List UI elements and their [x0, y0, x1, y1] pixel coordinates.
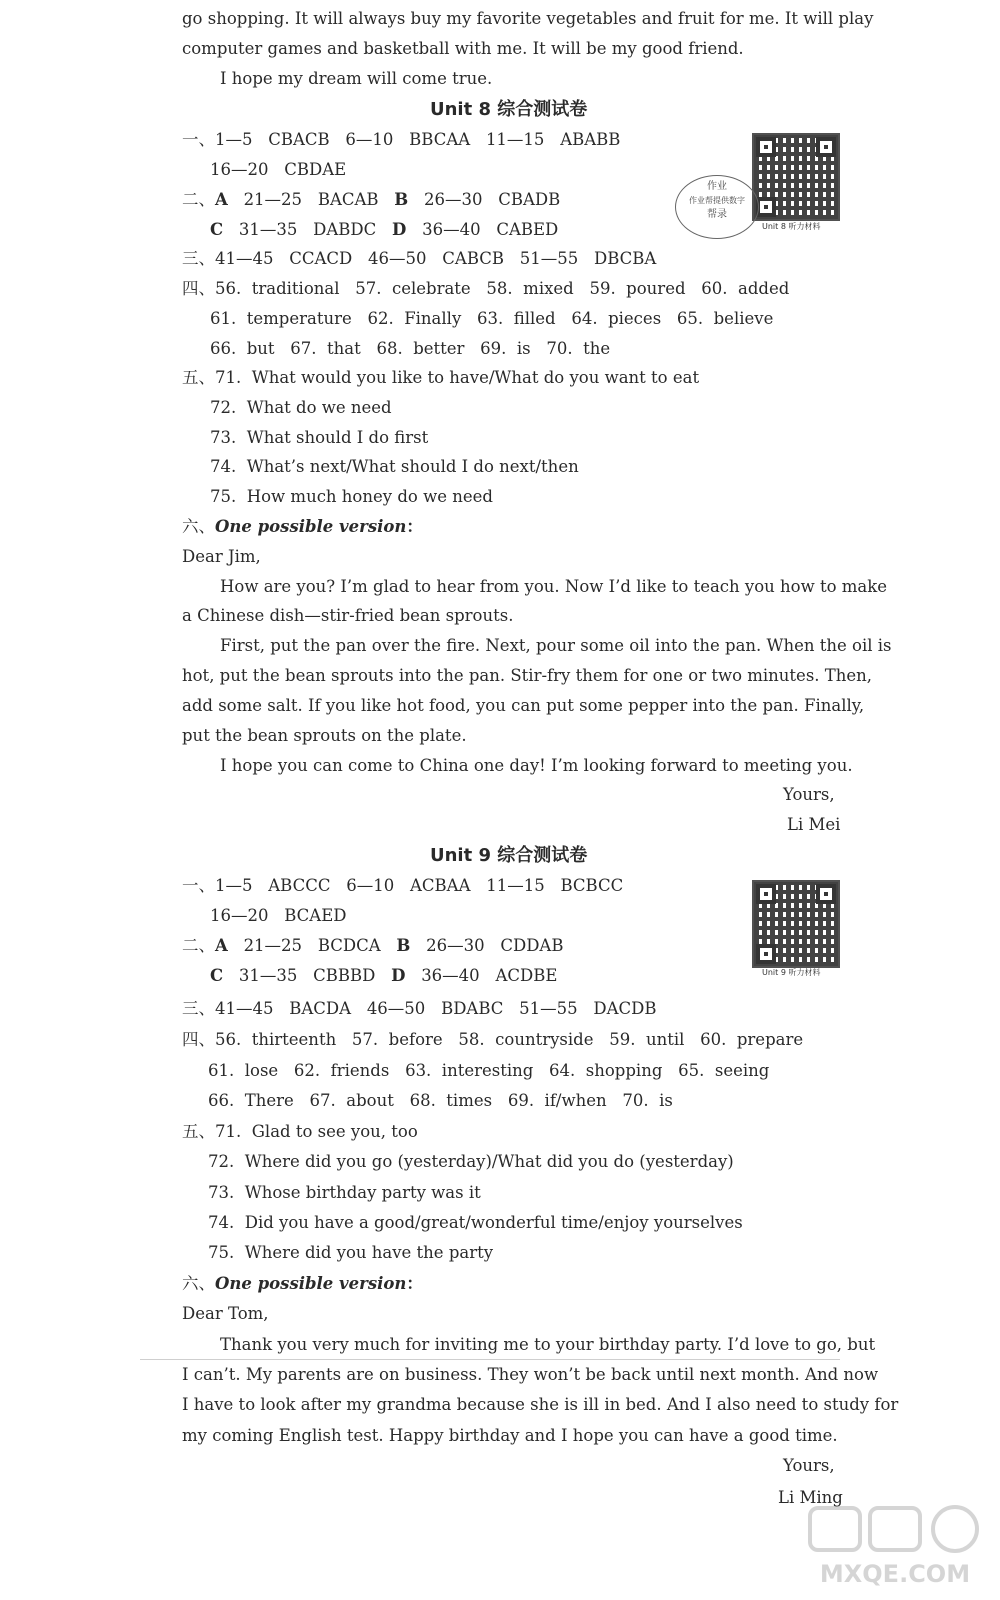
- section-2-cont: C 31—35 CBBBD D 36—40 ACDBE: [210, 966, 558, 985]
- letter-line: How are you? I’m glad to hear from you. Now I’d like to teach you how to make: [220, 577, 888, 596]
- letter-line: I have to look after my grandma because she is ill in bed. And I also need to study for: [182, 1395, 899, 1414]
- answer-line: 74. Did you have a good/great/wonderful time/enjoy yourselves: [208, 1213, 743, 1232]
- letter-greeting: Dear Jim,: [182, 547, 261, 566]
- unit9-title: Unit 9 综合测试卷: [430, 845, 588, 866]
- divider: [140, 1359, 840, 1360]
- answer-line: 72. What do we need: [210, 398, 392, 417]
- unit8-title: Unit 8 综合测试卷: [430, 99, 588, 120]
- text-line: I hope my dream will come true.: [220, 69, 493, 88]
- section-4: 四、56. thirteenth 57. before 58. countryside 59. until 60. prepare: [182, 1030, 804, 1049]
- section-1: 一、1—5 ABCCC 6—10 ACBAA 11—15 BCBCC: [182, 876, 624, 895]
- letter-line: a Chinese dish—stir-fried bean sprouts.: [182, 606, 514, 625]
- stamp-icon: 作业 作业帮提供数字 帮录: [675, 175, 759, 239]
- letter-line: I hope you can come to China one day! I’m looking forward to meeting you.: [220, 756, 853, 775]
- section-3: 三、41—45 BACDA 46—50 BDABC 51—55 DACDB: [182, 999, 657, 1018]
- qr-code-icon[interactable]: [752, 133, 840, 221]
- answer-line: 74. What’s next/What should I do next/then: [210, 457, 579, 476]
- text-line: go shopping. It will always buy my favorite vegetables and fruit for me. It will play: [182, 9, 874, 28]
- section-4-row: 66. but 67. that 68. better 69. is 70. the: [210, 339, 611, 358]
- section-4-row: 61. temperature 62. Finally 63. filled 64. pieces 65. believe: [210, 309, 774, 328]
- letter-line: hot, put the bean sprouts into the pan. Stir-fry them for one or two minutes. Then,: [182, 666, 873, 685]
- letter-greeting: Dear Tom,: [182, 1304, 269, 1323]
- text-line: computer games and basketball with me. It will be my good friend.: [182, 39, 744, 58]
- section-6: 六、One possible version：: [182, 1274, 423, 1293]
- section-1-cont: 16—20 BCAED: [210, 906, 347, 925]
- watermark-logo-icon: [800, 1500, 990, 1590]
- answer-line: 73. What should I do first: [210, 428, 429, 447]
- qr-caption: Unit 9 听力材料: [762, 968, 821, 977]
- section-2: 二、A 21—25 BCDCA B 26—30 CDDAB: [182, 936, 564, 955]
- answer-line: 73. Whose birthday party was it: [208, 1183, 481, 1202]
- qr-caption: Unit 8 听力材料: [762, 222, 821, 231]
- answer-line: 75. Where did you have the party: [208, 1243, 494, 1262]
- answer-line: 75. How much honey do we need: [210, 487, 493, 506]
- letter-line: my coming English test. Happy birthday and I hope you can have a good time.: [182, 1426, 838, 1445]
- qr-code-icon[interactable]: [752, 880, 840, 968]
- section-1: 一、1—5 CBACB 6—10 BBCAA 11—15 ABABB: [182, 130, 621, 149]
- section-6: 六、One possible version：: [182, 517, 423, 536]
- svg-text:MXQE.COM: MXQE.COM: [819, 1560, 971, 1588]
- letter-signature: Li Ming: [778, 1488, 843, 1507]
- letter-signature: Li Mei: [787, 815, 841, 834]
- section-4: 四、56. traditional 57. celebrate 58. mixed 59. poured 60. added: [182, 279, 790, 298]
- letter-closing: Yours,: [783, 1456, 835, 1475]
- section-5: 五、71. What would you like to have/What do you want to eat: [182, 368, 700, 387]
- letter-line: First, put the pan over the fire. Next, pour some oil into the pan. When the oil is: [220, 636, 892, 655]
- letter-line: I can’t. My parents are on business. They won’t be back until next month. And now: [182, 1365, 879, 1384]
- section-2: 二、A 21—25 BACAB B 26—30 CBADB: [182, 190, 561, 209]
- letter-line: add some salt. If you like hot food, you can put some pepper into the pan. Finally,: [182, 696, 865, 715]
- section-5: 五、71. Glad to see you, too: [182, 1122, 418, 1141]
- section-4-row: 61. lose 62. friends 63. interesting 64. shopping 65. seeing: [208, 1061, 770, 1080]
- section-2-cont: C 31—35 DABDC D 36—40 CABED: [210, 220, 559, 239]
- section-1-cont: 16—20 CBDAE: [210, 160, 347, 179]
- section-4-row: 66. There 67. about 68. times 69. if/when 70. is: [208, 1091, 673, 1110]
- section-3: 三、41—45 CCACD 46—50 CABCB 51—55 DBCBA: [182, 249, 657, 268]
- letter-line: put the bean sprouts on the plate.: [182, 726, 467, 745]
- letter-line: Thank you very much for inviting me to your birthday party. I’d love to go, but: [220, 1335, 876, 1354]
- answer-line: 72. Where did you go (yesterday)/What did you do (yesterday): [208, 1152, 734, 1171]
- letter-closing: Yours,: [783, 785, 835, 804]
